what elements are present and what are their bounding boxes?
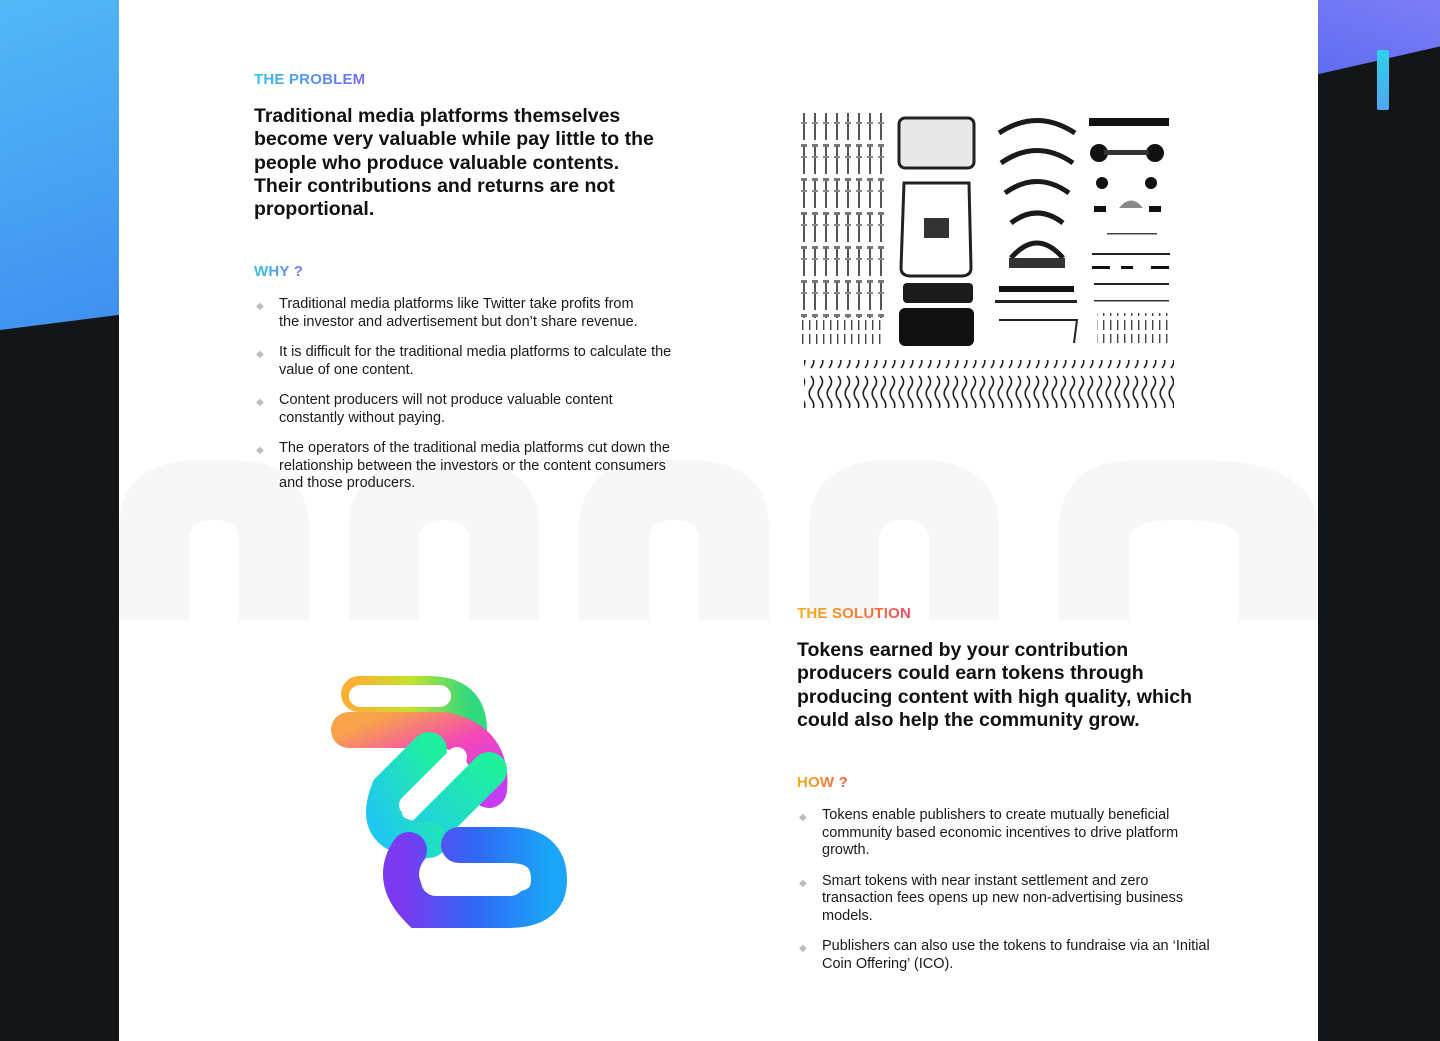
bullet-icon: ◆ — [799, 943, 807, 954]
background-blue-shape — [0, 0, 130, 330]
bullet-icon: ◆ — [256, 349, 264, 360]
list-item: ◆ Tokens enable publishers to create mutually beneficial community based economic incentives to drive platform growth. — [799, 807, 1179, 858]
bullet-icon: ◆ — [256, 445, 264, 456]
list-item: ◆ The operators of the traditional media platforms cut down the relationship between the investors or the content consumers and those producers. — [256, 440, 670, 491]
problem-headline: Traditional media platforms themselves become very valuable while pay little to the people who produce valuable contents. Their contributions and returns are not proportional. — [254, 105, 654, 221]
bullet-icon: ◆ — [799, 812, 807, 823]
solution-headline: Tokens earned by your contribution producers could earn tokens through producing content with high quality, which could also help the community grow. — [797, 639, 1193, 731]
bullet-icon: ◆ — [256, 397, 264, 408]
how-label: HOW ? — [797, 774, 848, 791]
disassembled-parts-image — [799, 108, 1179, 408]
bullet-icon: ◆ — [799, 877, 807, 889]
document-page — [119, 0, 1318, 1041]
problem-label: THE PROBLEM — [254, 71, 366, 88]
list-item: ◆ Publishers can also use the tokens to fundraise via an ‘Initial Coin Offering’ (ICO). — [799, 938, 1210, 972]
list-item: ◆ Content producers will not produce valuable content constantly without paying. — [256, 392, 613, 426]
bullet-icon: ◆ — [256, 301, 264, 312]
solution-label: THE SOLUTION — [797, 605, 912, 622]
list-item: ◆ It is difficult for the traditional media platforms to calculate the value of one content. — [256, 344, 672, 378]
gradient-s-logo — [309, 640, 569, 935]
list-item: ◆ Smart tokens with near instant settlement and zero transaction fees opens up new non-advertising business models. — [799, 872, 1184, 924]
why-list — [254, 296, 674, 506]
how-list — [797, 807, 1217, 986]
background-accent-bar — [1377, 50, 1389, 110]
list-item: ◆ Traditional media platforms like Twitter take profits from the investor and advertisement but don’t share revenue. — [256, 296, 638, 330]
background-purple-shape — [1310, 0, 1440, 80]
why-label: WHY ? — [254, 263, 304, 280]
